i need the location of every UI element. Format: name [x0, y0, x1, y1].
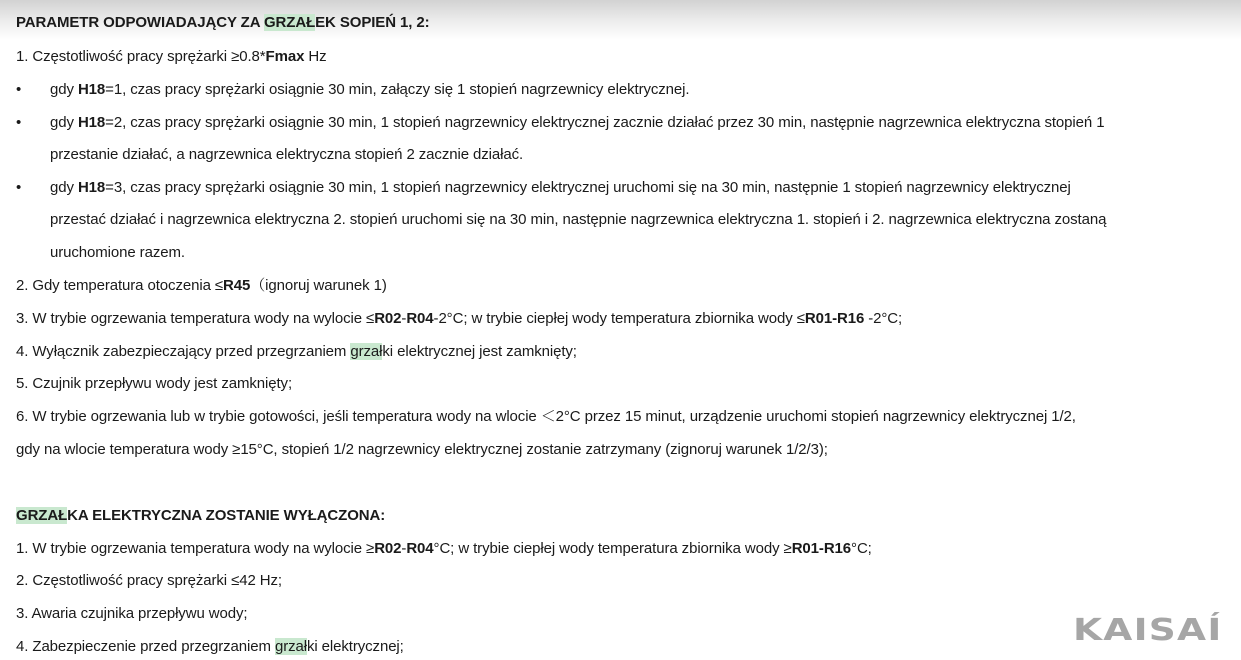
bullet-h18-1	[16, 79, 1231, 101]
condition-6-continued: gdy na wlocie temperatura wody ≥15°C, stopień 1/2 nagrzewnicy elektrycznej zostanie zatrzymany (zignoruj warunek 1/2/3);	[16, 441, 828, 458]
text: 4. Zabezpieczenie przed przegrzaniem	[16, 638, 275, 655]
heading-text: EK SOPIEŃ 1, 2:	[315, 14, 430, 31]
condition-6: 6. W trybie ogrzewania lub w trybie gotowości, jeśli temperatura wody na wlocie ＜2°C przez 15 minut, urządzenie uruchomi stopień nagrzewnicy elektrycznej 1/2,	[16, 408, 1076, 425]
text: 2. Gdy temperatura otoczenia ≤	[16, 277, 224, 294]
section1-heading	[16, 12, 430, 34]
text: -	[401, 310, 407, 327]
param-h18: H18	[77, 179, 106, 196]
text: 1. W trybie ogrzewania temperatura wody na wylocie ≥	[16, 540, 375, 557]
text: Hz	[304, 48, 327, 65]
heading-text: PARAMETR ODPOWIADAJĄCY ZA	[16, 14, 264, 31]
param-h18: H18	[77, 114, 106, 131]
heading-text: KA ELEKTRYCZNA ZOSTANIE WYŁĄCZONA:	[67, 507, 386, 524]
param-r01-r16: R01-R16	[791, 540, 852, 557]
text: -2°C; w trybie ciepłej wody temperatura zbiornika wody ≤	[433, 310, 805, 327]
bullet-h18-2-continued: przestanie działać, a nagrzewnica elektryczna stopień 2 zacznie działać.	[50, 146, 524, 163]
param-r04: R04	[406, 540, 434, 557]
highlighted-term: grzał	[274, 638, 307, 655]
param-r16: R16	[836, 310, 865, 327]
text: 4. Wyłącznik zabezpieczający przed przegrzaniem	[16, 343, 351, 360]
off-condition-4	[16, 636, 404, 658]
off-condition-1	[16, 538, 872, 560]
bullet-icon: •	[16, 114, 22, 131]
condition-4	[16, 341, 577, 363]
text: gdy	[50, 179, 78, 196]
param-r45: R45	[223, 277, 251, 294]
condition-3	[16, 308, 902, 330]
highlighted-term: grzał	[350, 343, 383, 360]
section2-heading	[16, 505, 385, 527]
text: gdy	[50, 114, 78, 131]
kaisai-logo: KAISAÍ	[1073, 613, 1223, 648]
param-fmax: Fmax	[265, 48, 305, 65]
off-condition-2: 2. Częstotliwość pracy sprężarki ≤42 Hz;	[16, 572, 282, 589]
text: ki elektrycznej;	[306, 638, 404, 655]
highlighted-term: GRZAŁ	[263, 14, 316, 31]
text: 3. W trybie ogrzewania temperatura wody na wylocie ≤	[16, 310, 375, 327]
text: gdy	[50, 81, 78, 98]
param-h18: H18	[77, 81, 106, 98]
param-r01: R01	[804, 310, 833, 327]
highlighted-term: GRZAŁ	[16, 507, 68, 524]
bullet-h18-3	[16, 177, 1231, 199]
off-condition-3: 3. Awaria czujnika przepływu wody;	[16, 605, 248, 622]
text: -2°C;	[864, 310, 903, 327]
param-r02: R02	[374, 540, 402, 557]
bullet-h18-3-continued: przestać działać i nagrzewnica elektryczna 2. stopień uruchomi się na 30 min, następnie nagrzewnica elektryczna 1. stopień i 2. nagrzewnica elektryczna zostaną	[50, 211, 1107, 228]
bullet-icon: •	[16, 179, 22, 196]
condition-2	[16, 275, 387, 297]
text: -	[401, 540, 407, 557]
param-r02: R02	[374, 310, 402, 327]
text: =2, czas pracy sprężarki osiągnie 30 min, 1 stopień nagrzewnicy elektrycznej zacznie działać przez 30 min, następnie nagrzewnica elektryczna stopień 1	[105, 114, 1105, 131]
text: -	[832, 310, 837, 327]
text: =3, czas pracy sprężarki osiągnie 30 min, 1 stopień nagrzewnicy elektrycznej uruchomi się na 30 min, następnie 1 stopień nagrzewnicy elektrycznej	[105, 179, 1071, 196]
text: 1. Częstotliwość pracy sprężarki ≥0.8*	[16, 48, 266, 65]
condition-5: 5. Czujnik przepływu wody jest zamknięty;	[16, 375, 293, 392]
text: ki elektrycznej jest zamknięty;	[382, 343, 577, 360]
text: =1, czas pracy sprężarki osiągnie 30 min, załączy się 1 stopień nagrzewnicy elektrycznej.	[105, 81, 690, 98]
bullet-h18-2	[16, 112, 1231, 134]
text: °C;	[851, 540, 872, 557]
condition-1	[16, 46, 327, 68]
bullet-icon: •	[16, 81, 22, 98]
bullet-h18-3-continued: uruchomione razem.	[50, 244, 185, 261]
param-r04: R04	[406, 310, 434, 327]
text: （ignoruj warunek 1)	[250, 277, 387, 294]
text: °C; w trybie ciepłej wody temperatura zbiornika wody ≥	[433, 540, 792, 557]
